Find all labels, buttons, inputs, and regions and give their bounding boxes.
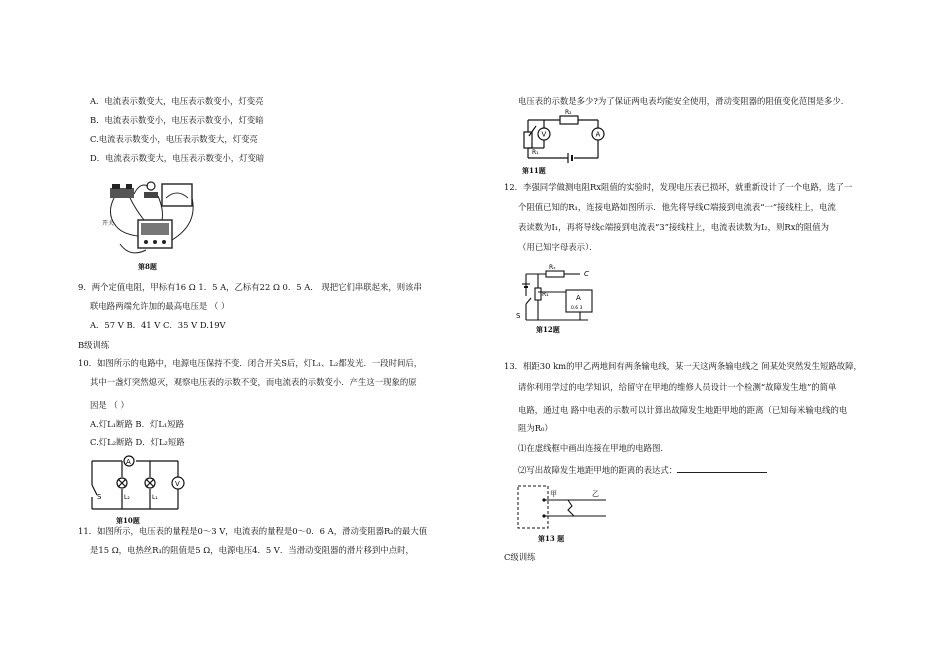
figure-13-drawing xyxy=(510,482,610,532)
figure-12-rx-label: Rₓ xyxy=(549,264,556,271)
figure-10 xyxy=(88,455,188,527)
figure-8-caption: 第8题 xyxy=(138,262,157,271)
q12-line-1: 12．李强同学做测电阻Rx阻值的实验时，发现电压表已损坏，就重新设计了一个电路，选了一 xyxy=(504,182,853,192)
q8-option-d: D．电流表示数变大，电压表示数变小，灯变暗 xyxy=(90,153,265,163)
figure-8-drawing xyxy=(100,174,200,262)
figure-11-ammeter-label: A xyxy=(595,130,601,139)
figure-12 xyxy=(514,262,604,336)
figure-12-c-label: C xyxy=(584,270,589,278)
figure-10-l1-label: L₁ xyxy=(152,494,158,501)
figure-12-caption: 第12题 xyxy=(536,325,560,334)
figure-12-scale-label: 0.6 3 xyxy=(571,306,583,311)
figure-10-l2-label: L₂ xyxy=(124,494,130,501)
figure-10-drawing xyxy=(88,455,188,515)
q13-answer-blank[interactable] xyxy=(677,464,767,473)
figure-11-caption: 第11题 xyxy=(522,166,546,175)
figure-13-caption: 第13 题 xyxy=(538,534,565,543)
figure-11-drawing xyxy=(518,108,608,164)
figure-11-r1-label: R₁ xyxy=(532,149,539,156)
q10-options-cd: C.灯L₂断路 D．灯L₂短路 xyxy=(90,437,185,447)
figure-12-switch-label: S xyxy=(516,312,521,320)
q13-line-3: 电路，通过电 路中电表的示数可以计算出故障发生地距甲地的距离（已知每米输电线的电 xyxy=(518,405,848,415)
section-b-heading: B级训练 xyxy=(78,340,110,350)
figure-13-yi-label: 乙 xyxy=(592,490,599,498)
figure-10-voltmeter-label: V xyxy=(175,480,180,488)
figure-10-caption: 第10题 xyxy=(116,516,140,525)
q13-sub-2-row xyxy=(518,464,767,476)
figure-12-r1-label: R₁ xyxy=(542,291,549,298)
q10-options-ab: A.灯L₁断路 B．灯L₁短路 xyxy=(90,419,184,429)
figure-10-ammeter-label: A xyxy=(126,458,131,466)
q8-option-b: B．电流表示数变小，电压表示数变小，灯变暗 xyxy=(90,115,264,125)
figure-11 xyxy=(518,108,608,176)
q9-line-2: 联电路两端允许加的最高电压是 （ ） xyxy=(90,301,230,311)
figure-11-voltmeter-label: V xyxy=(541,130,547,139)
figure-12-ammeter-label: A xyxy=(576,294,581,302)
section-c-heading: C级训练 xyxy=(504,552,536,562)
q8-option-a: A．电流表示数变大，电压表示数变小，灯变亮 xyxy=(90,96,264,106)
q10-line-3: 因是 （ ） xyxy=(90,400,129,410)
figure-13 xyxy=(510,482,610,548)
q8-option-c: C.电流表示数变小，电压表示数变大，灯变亮 xyxy=(90,134,258,144)
q12-line-4: （用已知字母表示）． xyxy=(518,242,598,252)
q11-line-1: 11．如图所示，电压表的量程是0～3 V，电流表的量程是0～0．6 A，滑动变阻器R₂的最大值 xyxy=(78,526,428,536)
q13-line-2: 请你利用学过的电学知识，给留守在甲地的维修人员设计一个检测“故障发生地”的简单 xyxy=(518,382,837,392)
q10-line-1: 10．如图所示的电路中，电源电压保持不变．闭合开关S后，灯L₁、L₂都发光．一段时间后， xyxy=(78,358,423,368)
figure-8-switch-label: 开关 xyxy=(102,220,115,227)
q11-line-3: 电压表的示数是多少?为了保证两电表均能安全使用，滑动变阻器的阻值变化范围是多少. xyxy=(518,96,844,106)
q11-line-2: 是15 Ω，电热丝R₁的阻值是5 Ω，电源电压4．5 V．当滑动变阻器的滑片移到中点时， xyxy=(90,545,414,555)
figure-10-switch-label: S xyxy=(97,493,102,501)
q13-sub-1: ⑴在虚线框中画出连接在甲地的电路图. xyxy=(518,443,664,453)
q12-line-3: 表读数为I₁，再将导线c端接到电流表“3”接线柱上，电流表读数为I₂，则Rx的阻值为 xyxy=(518,222,829,232)
q13-line-1: 13．相距30 km的甲乙两地间有两条输电线，某一天这两条输电线之 间某处突然发生短路故障， xyxy=(504,361,862,371)
figure-13-jia-label: 甲 xyxy=(550,490,557,498)
figure-8 xyxy=(100,174,200,272)
q10-line-2: 其中一盏灯突然熄灭，观察电压表的示数不变，而电流表的示数变小．产生这一现象的原 xyxy=(90,377,417,387)
q9-line-1: 9．两个定值电阻，甲标有16 Ω 1．5 A，乙标有22 Ω 0．5 A． 现把它们串联起来，则该串 xyxy=(78,282,422,292)
figure-12-drawing xyxy=(514,262,604,324)
q13-line-4: 阻为R₀） xyxy=(518,423,553,433)
q13-sub-2: ⑵写出故障发生地距甲地的距离的表达式： xyxy=(518,465,678,475)
q12-line-2: 个阻值已知的R₁，连接电路如图所示．他先将导线C端接到电流表“一”接线柱上，电流 xyxy=(518,202,836,212)
figure-11-r2-label: R₂ xyxy=(565,109,572,116)
q9-options: A．57 V B．41 V C．35 V D.19V xyxy=(90,320,226,330)
